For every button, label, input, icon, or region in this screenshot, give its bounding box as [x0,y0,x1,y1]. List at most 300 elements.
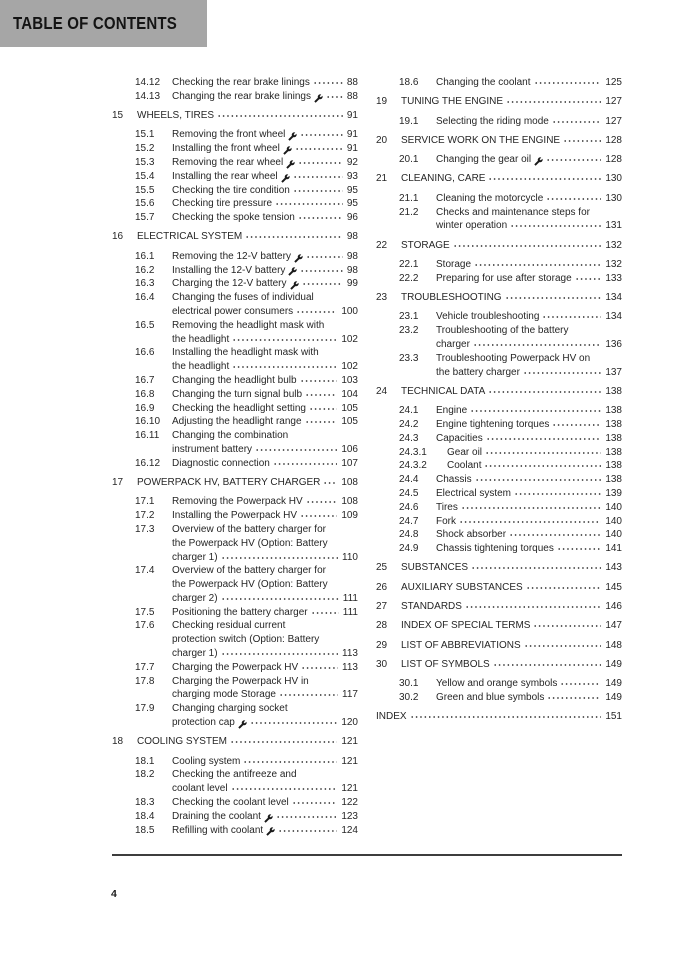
toc-entry-body [172,796,358,810]
toc-columns [112,76,622,837]
toc-entry-last-line [172,360,358,374]
toc-entry-body [172,264,358,278]
toc-entry-body [172,702,358,730]
toc-entry [376,487,622,501]
toc-entry-body [436,310,622,324]
wrench-icon [314,94,323,104]
toc-entry-page: 130 [605,173,622,185]
dot-leader [465,605,601,609]
dot-leader [523,371,601,375]
toc-entry-body [172,142,358,156]
toc-entry [376,515,622,529]
toc-entry-page: 102 [341,361,358,373]
toc-entry-title: Shock absorber [436,529,507,541]
toc-entry-number: 18.2 [135,769,155,781]
toc-entry-body [172,755,358,769]
toc-entry-last-line [436,338,622,352]
toc-entry-title: STANDARDS [401,601,462,612]
toc-entry [112,619,358,660]
dot-leader [485,451,601,455]
toc-entry-page: 134 [605,311,622,323]
dot-leader [221,597,339,601]
dot-leader [295,147,343,151]
toc-entry-title: SERVICE WORK ON THE ENGINE [401,134,561,146]
toc-entry-title: Installing the front wheel [172,143,280,155]
toc-entry-body [137,735,358,749]
toc-entry-number: 16.11 [135,430,160,442]
toc-entry-page: 134 [605,292,622,304]
toc-entry-title: Installing the Powerpack HV [172,510,298,522]
dot-leader [323,481,337,485]
toc-entry-body [172,429,358,457]
dot-leader [250,721,337,725]
dot-leader [552,423,601,427]
toc-entry-last-line [401,619,622,633]
toc-entry-body [172,402,358,416]
toc-entry-number: 23 [376,292,388,304]
toc-entry [376,528,622,542]
toc-entry-title: Charging the 12-V battery [172,278,287,290]
toc-entry-last-line [172,755,358,769]
toc-entry-last-line [436,192,622,206]
dot-leader [546,197,601,201]
toc-entry-number: 18.3 [135,797,155,809]
toc-entry-page: 151 [605,711,622,723]
toc-entry-title: electrical power consumers [172,305,294,317]
dot-leader [232,365,337,369]
toc-entry-last-line [172,388,358,402]
dot-leader [300,379,338,383]
toc-entry-number: 24.3 [399,432,419,444]
toc-entry-last-line [401,239,622,253]
toc-entry-body [172,810,358,824]
dot-leader [575,277,602,281]
dot-leader [475,478,602,482]
toc-entry-title: TROUBLESHOOTING [401,292,502,304]
toc-entry [376,418,622,432]
toc-entry-number: 19 [376,96,388,108]
toc-entry-body [172,346,358,374]
toc-entry [376,639,622,653]
toc-entry [376,310,622,324]
toc-entry-number: 16.1 [135,250,155,262]
toc-entry-number: 16.8 [135,388,155,400]
dot-leader [510,224,601,228]
toc-entry-body [172,606,358,620]
toc-entry [112,346,358,374]
dot-leader [221,652,338,656]
toc-entry-body [436,528,622,542]
dot-leader [461,506,601,510]
toc-entry-title-line: Troubleshooting Powerpack HV on [436,352,591,364]
dot-leader [217,114,343,118]
toc-entry-title: Cooling system [172,755,241,767]
toc-entry [112,264,358,278]
toc-entry-page: 96 [346,212,358,224]
toc-entry-title-line: protection switch (Option: Battery [172,634,320,646]
toc-entry-title: Checking the headlight setting [172,402,306,414]
toc-entry-page: 92 [346,156,358,168]
toc-entry-number: 16.6 [135,347,155,359]
toc-entry-last-line [137,109,358,123]
toc-entry-body [436,404,622,418]
toc-entry-title-line: Checking the antifreeze and [172,769,297,781]
dot-leader [296,310,337,314]
dot-leader [474,263,601,267]
toc-entry-last-line [401,658,622,672]
toc-entry-title: AUXILIARY SUBSTANCES [401,581,523,593]
toc-entry-number: 15.2 [135,143,155,155]
dot-leader [298,216,343,220]
wrench-icon [534,157,543,167]
toc-entry-last-line [172,824,358,838]
toc-entry-title: Chassis [436,474,472,486]
wrench-icon [294,254,303,264]
toc-entry-title: Changing the rear brake linings [172,90,311,102]
page-number: 4 [111,888,117,900]
toc-entry-body [172,388,358,402]
dot-leader [273,462,337,466]
toc-entry-body [436,677,622,691]
toc-entry [112,796,358,810]
dot-leader [524,644,602,648]
toc-entry-number: 24.6 [399,501,419,513]
toc-entry-last-line [401,581,622,595]
toc-entry-body [436,418,622,432]
toc-entry-title: charger 1) [172,648,218,660]
toc-entry-title: Chassis tightening torques [436,543,554,555]
toc-entry-number: 30.1 [399,678,419,690]
toc-entry-number: 17.2 [135,510,155,522]
toc-entry-body [137,230,358,244]
toc-entry-page: 136 [605,338,622,350]
toc-entry-page: 110 [342,551,358,563]
toc-entry-last-line [436,153,622,167]
toc-entry-number: 22.1 [399,258,419,270]
toc-entry [376,691,622,705]
toc-entry-number: 16.10 [135,416,161,428]
toc-entry-last-line [436,473,622,487]
toc-entry [376,385,622,399]
toc-entry-page: 95 [346,198,358,210]
toc-entry-last-line [137,476,358,490]
toc-entry-page: 121 [341,783,358,795]
toc-entry-title: Refilling with coolant [172,824,264,836]
toc-entry-number: 17.7 [135,661,155,673]
toc-entry [112,509,358,523]
toc-entry-last-line [172,184,358,198]
toc-entry-number: 24.3.2 [399,460,427,472]
toc-entry-body [436,153,622,167]
toc-entry-last-line [436,258,622,272]
toc-entry-page: 88 [346,90,358,102]
toc-entry-body [172,184,358,198]
toc-entry [112,755,358,769]
toc-entry [376,473,622,487]
toc-entry-last-line [436,76,622,90]
toc-entry-page: 140 [605,515,622,527]
toc-entry [376,710,622,724]
toc-entry-title: WHEELS, TIRES [137,110,215,122]
toc-entry-page: 107 [341,457,358,469]
toc-entry-body [436,206,622,234]
toc-entry-body [436,115,622,129]
dot-leader [488,177,601,181]
toc-entry [112,250,358,264]
toc-entry-title: INDEX OF SPECIAL TERMS [401,620,531,632]
toc-entry-body [436,515,622,529]
toc-entry-number: 15.5 [135,184,155,196]
toc-entry-number: 18.4 [135,810,155,822]
toc-entry-page: 91 [346,110,358,122]
toc-entry-number: 23.1 [399,311,419,323]
toc-entry [376,501,622,515]
toc-entry-body [436,76,622,90]
dot-leader [473,343,601,347]
toc-entry-body [401,239,622,253]
toc-entry [376,291,622,305]
toc-entry [376,76,622,90]
toc-entry-body [172,170,358,184]
toc-entry [112,319,358,347]
toc-entry [112,457,358,471]
toc-entry [376,619,622,633]
dot-leader [546,158,601,162]
toc-entry-number: 18.1 [135,755,155,767]
toc-entry-number: 15.7 [135,212,155,224]
toc-entry-title: STORAGE [401,239,450,251]
toc-entry [376,658,622,672]
toc-entry-title: CLEANING, CARE [401,173,486,185]
toc-entry [112,702,358,730]
toc-entry-last-line [172,264,358,278]
toc-entry-number: 16.4 [135,292,155,304]
toc-entry-body [172,564,358,605]
toc-entry-number: 21.2 [399,206,419,218]
dot-leader [301,666,338,670]
toc-entry-body [137,476,358,490]
toc-entry [376,324,622,352]
toc-entry-number: 15 [112,110,124,122]
toc-entry-page: 109 [341,510,358,522]
toc-entry-number: 24.9 [399,543,419,555]
toc-entry [112,564,358,605]
toc-entry-number: 22 [376,239,388,251]
toc-entry-number: 24.4 [399,474,419,486]
toc-entry-number: 26 [376,581,388,593]
toc-entry [112,824,358,838]
toc-entry [112,170,358,184]
toc-entry-title: the headlight [172,333,230,345]
toc-entry-body [401,658,622,672]
toc-entry-last-line [172,606,358,620]
toc-entry-body [401,561,622,575]
toc-entry-page: 121 [341,736,358,748]
toc-entry-page: 124 [341,824,358,836]
dot-leader [470,409,601,413]
toc-entry-page: 98 [346,264,358,276]
toc-entry-number: 30 [376,658,388,670]
toc-entry-number: 18.5 [135,824,155,836]
toc-entry-body [436,432,622,446]
toc-entry [112,810,358,824]
toc-entry [376,134,622,148]
toc-entry-number: 17.6 [135,620,155,632]
toc-entry-page: 100 [341,305,358,317]
toc-entry-title: Changing the headlight bulb [172,374,297,386]
toc-entry-title: Electrical system [436,487,512,499]
toc-entry-body [447,459,622,473]
toc-entry-page: 128 [605,134,622,146]
toc-entry-page: 120 [341,717,358,729]
toc-entry-last-line [376,710,622,724]
toc-entry-page: 140 [605,529,622,541]
dot-leader [526,586,602,590]
dot-leader [306,500,338,504]
toc-entry-last-line [436,418,622,432]
toc-entry-number: 17.4 [135,565,155,577]
toc-entry-body [447,446,622,460]
dot-leader [453,244,602,248]
toc-entry-last-line [172,90,358,104]
toc-entry-last-line [172,128,358,142]
toc-entry-body [172,509,358,523]
toc-entry-body [436,324,622,352]
dot-leader [560,682,601,686]
dot-leader [279,693,338,697]
toc-entry-page: 138 [605,432,622,444]
toc-entry-title: Changing the coolant [436,77,531,88]
toc-entry-last-line [172,551,358,565]
toc-entry-last-line [172,661,358,675]
toc-entry-title: Vehicle troubleshooting [436,311,540,323]
toc-entry-number: 24.2 [399,418,419,430]
toc-entry-last-line [172,197,358,211]
toc-entry-number: 24 [376,385,388,397]
toc-entry [376,172,622,186]
toc-entry-last-line [401,600,622,614]
toc-entry-title-line: Charging the Powerpack HV in [172,675,309,687]
toc-entry-page: 127 [605,115,622,127]
toc-entry [376,258,622,272]
toc-entry-title: Green and blue symbols [436,691,545,703]
dot-leader [313,81,343,85]
toc-entry-page: 149 [605,658,622,670]
toc-entry-body [401,291,622,305]
toc-entry-title: Diagnostic connection [172,457,270,469]
toc-entry-body [172,415,358,429]
toc-entry-last-line [436,272,622,286]
toc-entry-last-line [436,487,622,501]
toc-entry [376,95,622,109]
toc-entry-title-line: Changing the combination [172,430,289,442]
toc-entry [376,272,622,286]
toc-entry [376,446,622,460]
toc-entry-body [172,90,358,104]
dot-leader [552,120,601,124]
toc-entry-number: 14.12 [135,77,161,88]
toc-entry-title: ELECTRICAL SYSTEM [137,231,243,243]
toc-entry-title: coolant level [172,783,228,795]
toc-entry-number: 19.1 [399,115,419,127]
toc-entry-body [172,319,358,347]
toc-entry-page: 127 [605,96,622,108]
dot-leader [276,815,337,819]
toc-entry-last-line [401,291,622,305]
toc-entry-last-line [172,443,358,457]
toc-entry [112,495,358,509]
dot-leader [486,437,602,441]
dot-leader [230,740,337,744]
dot-leader [410,715,602,719]
toc-entry [112,429,358,457]
toc-column-right [376,76,622,837]
toc-entry-page: 98 [346,231,358,243]
toc-entry-page: 113 [342,661,358,673]
toc-entry-title: charger [436,338,470,350]
toc-entry-number: 20.1 [399,154,419,166]
toc-entry-number: 15.4 [135,170,155,182]
toc-entry-page: 121 [341,755,358,767]
toc-entry-title: charging mode Storage [172,689,276,701]
toc-entry [376,677,622,691]
toc-entry-body [172,661,358,675]
toc-entry-last-line [172,810,358,824]
toc-entry-last-line [172,211,358,225]
toc-entry-number: 17 [112,477,124,489]
toc-entry-page: 132 [605,239,622,251]
toc-entry-last-line [172,76,358,90]
toc-entry-last-line [172,592,358,606]
toc-entry-page: 111 [342,606,358,618]
toc-entry-page: 125 [605,77,622,88]
toc-entry-body [172,156,358,170]
toc-entry [112,109,358,123]
toc-entry [112,661,358,675]
dot-leader [302,282,343,286]
toc-entry-last-line [401,385,622,399]
page-title: TABLE OF CONTENTS [13,13,178,33]
toc-entry-page: 130 [605,192,622,204]
toc-entry-number: 16 [112,231,124,243]
toc-entry [376,352,622,380]
toc-entry-title-line: Changing the fuses of individual [172,292,314,304]
toc-entry-page: 98 [346,250,358,262]
toc-entry [112,415,358,429]
toc-column-left [112,76,358,837]
toc-entry-number: 29 [376,639,388,651]
dot-leader [293,189,343,193]
toc-entry-body [172,675,358,703]
toc-entry-body [172,197,358,211]
dot-leader [300,514,337,518]
toc-entry-body [172,211,358,225]
toc-entry-number: 20 [376,134,388,146]
toc-entry-number: 17.8 [135,675,155,687]
toc-entry-last-line [436,515,622,529]
toc-entry-title: COOLING SYSTEM [137,736,228,748]
toc-entry-body [401,581,622,595]
toc-entry-number: 24.7 [399,515,419,527]
toc-entry [112,128,358,142]
toc-entry-last-line [172,402,358,416]
toc-entry-body [401,172,622,186]
toc-entry [112,476,358,490]
toc-entry-last-line [401,95,622,109]
toc-entry [112,735,358,749]
dot-leader [505,296,602,300]
toc-entry [376,404,622,418]
